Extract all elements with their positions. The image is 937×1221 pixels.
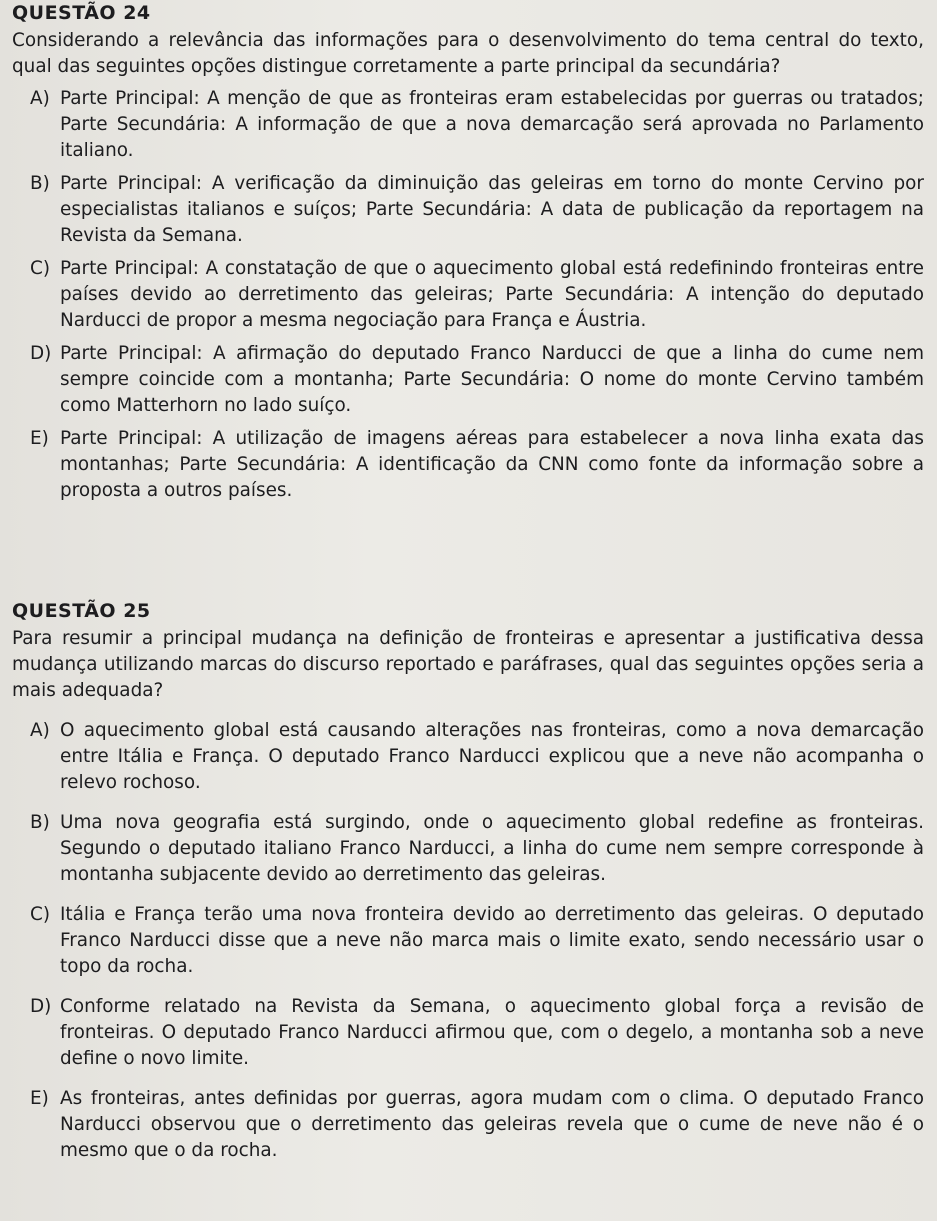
option-letter: C) (30, 258, 51, 279)
question-25 (12, 600, 924, 1178)
option-letter: E) (30, 428, 49, 449)
option-letter: A) (30, 720, 50, 741)
option-text: O aquecimento global está causando alterações nas fronteiras, como a nova demarcação entre Itália e França. O deputado Franco Narducci explicou que a neve não acompanha o relevo rochoso. (60, 720, 924, 793)
option-b[interactable] (30, 171, 924, 249)
option-text: Conforme relatado na Revista da Semana, o aquecimento global força a revisão de fronteiras. O deputado Franco Narducci afirmou que, com o degelo, a montanha sob a neve define o novo limite. (60, 996, 924, 1069)
option-letter: A) (30, 88, 50, 109)
option-b[interactable] (30, 810, 924, 888)
option-text: Parte Principal: A constatação de que o aquecimento global está redefinindo fronteiras entre países devido ao derretimento das geleiras; Parte Secundária: A intenção do deputado Narducci de propor a mesma negociação para França e Áustria. (60, 258, 924, 331)
question-title: QUESTÃO 25 (12, 600, 151, 622)
option-letter: D) (30, 343, 52, 364)
option-a[interactable] (30, 718, 924, 796)
question-24 (12, 2, 924, 511)
options-list (12, 718, 924, 1164)
option-text: Parte Principal: A menção de que as fronteiras eram estabelecidas por guerras ou tratados; Parte Secundária: A informação de que a nova demarcação será aprovada no Parlamento italiano. (60, 88, 924, 161)
option-d[interactable] (30, 341, 924, 419)
option-c[interactable] (30, 256, 924, 334)
option-letter: E) (30, 1088, 49, 1109)
option-text: Parte Principal: A afirmação do deputado Franco Narducci de que a linha do cume nem sempre coincide com a montanha; Parte Secundária: O nome do monte Cervino também como Matterhorn no lado suíço. (60, 343, 924, 416)
option-letter: C) (30, 904, 51, 925)
option-e[interactable] (30, 1086, 924, 1164)
option-c[interactable] (30, 902, 924, 980)
question-stem: Para resumir a principal mudança na definição de fronteiras e apresentar a justificativa dessa mudança utilizando marcas do discurso reportado e paráfrases, qual das seguintes opções seria a mais adequada? (12, 628, 924, 701)
option-text: Parte Principal: A verificação da diminuição das geleiras em torno do monte Cervino por especialistas italianos e suíços; Parte Secundária: A data de publicação da reportagem na Revista da Semana. (60, 173, 924, 246)
option-d[interactable] (30, 994, 924, 1072)
option-text: Uma nova geografia está surgindo, onde o aquecimento global redefine as fronteiras. Segundo o deputado italiano Franco Narducci, a linha do cume nem sempre corresponde à montanha subjacente devido ao derretimento das geleiras. (60, 812, 924, 885)
question-stem: Considerando a relevância das informações para o desenvolvimento do tema central do texto, qual das seguintes opções distingue corretamente a parte principal da secundária? (12, 30, 924, 77)
option-letter: B) (30, 173, 50, 194)
option-letter: D) (30, 996, 52, 1017)
option-e[interactable] (30, 426, 924, 504)
option-text: Parte Principal: A utilização de imagens aéreas para estabelecer a nova linha exata das montanhas; Parte Secundária: A identificação da CNN como fonte da informação sobre a proposta a outros países. (60, 428, 924, 501)
option-a[interactable] (30, 86, 924, 164)
option-text: As fronteiras, antes definidas por guerras, agora mudam com o clima. O deputado Franco Narducci observou que o derretimento das geleiras revela que o cume de neve não é o mesmo que o da rocha. (60, 1088, 924, 1161)
question-title: QUESTÃO 24 (12, 2, 151, 24)
options-list (12, 86, 924, 504)
option-text: Itália e França terão uma nova fronteira devido ao derretimento das geleiras. O deputado Franco Narducci disse que a neve não marca mais o limite exato, sendo necessário usar o topo da rocha. (60, 904, 924, 977)
option-letter: B) (30, 812, 50, 833)
